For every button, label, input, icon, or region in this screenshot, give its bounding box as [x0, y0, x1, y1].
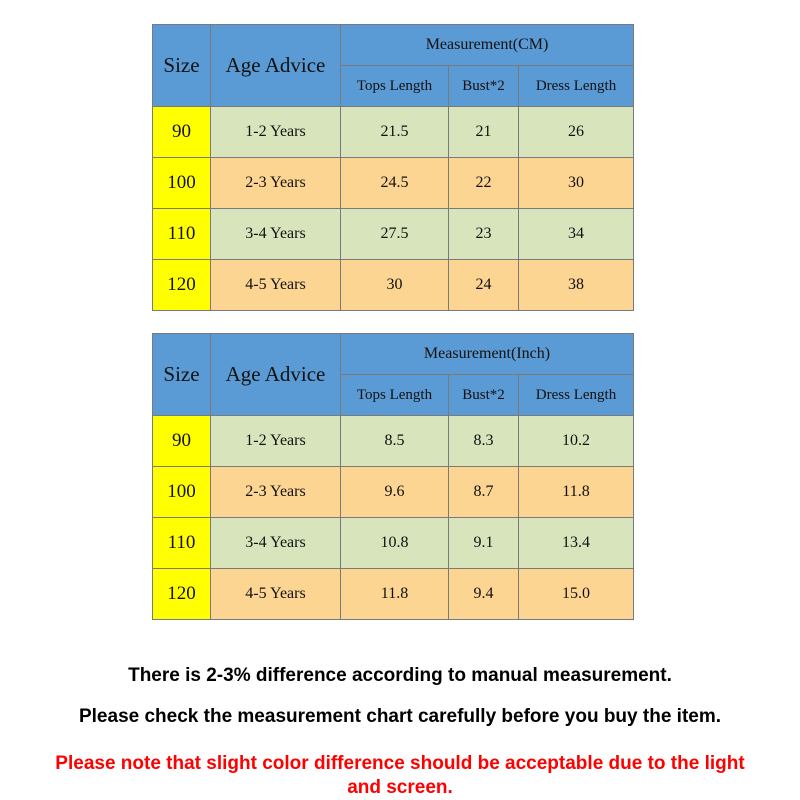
table-row: [153, 158, 634, 209]
bust-cell: 24: [449, 260, 519, 311]
age-cell: 1-2 Years: [211, 107, 341, 158]
age-cell: 3-4 Years: [211, 518, 341, 569]
header-size: Size: [153, 334, 211, 416]
header-tops-length: Tops Length: [341, 66, 449, 107]
dress-length-cell: 13.4: [519, 518, 634, 569]
table-row: [153, 518, 634, 569]
tops-length-cell: 11.8: [341, 569, 449, 620]
tops-length-cell: 8.5: [341, 416, 449, 467]
size-cell: 100: [153, 467, 211, 518]
size-cell: 110: [153, 209, 211, 260]
header-dress-length: Dress Length: [519, 66, 634, 107]
header-measurement: Measurement(CM): [341, 25, 634, 66]
header-bust: Bust*2: [449, 66, 519, 107]
table-row: [153, 209, 634, 260]
dress-length-cell: 26: [519, 107, 634, 158]
table-row: [153, 260, 634, 311]
size-chart-inch: [152, 333, 634, 620]
header-measurement: Measurement(Inch): [341, 334, 634, 375]
dress-length-cell: 30: [519, 158, 634, 209]
size-chart-cm: [152, 24, 634, 311]
header-age-advice: Age Advice: [211, 334, 341, 416]
bust-cell: 23: [449, 209, 519, 260]
dress-length-cell: 15.0: [519, 569, 634, 620]
dress-length-cell: 34: [519, 209, 634, 260]
age-cell: 4-5 Years: [211, 569, 341, 620]
tops-length-cell: 10.8: [341, 518, 449, 569]
header-age-advice: Age Advice: [211, 25, 341, 107]
tops-length-cell: 30: [341, 260, 449, 311]
tops-length-cell: 24.5: [341, 158, 449, 209]
age-cell: 4-5 Years: [211, 260, 341, 311]
size-cell: 90: [153, 416, 211, 467]
table-row: [153, 416, 634, 467]
dress-length-cell: 11.8: [519, 467, 634, 518]
header-dress-length: Dress Length: [519, 375, 634, 416]
bust-cell: 8.3: [449, 416, 519, 467]
bust-cell: 9.1: [449, 518, 519, 569]
header-bust: Bust*2: [449, 375, 519, 416]
age-cell: 2-3 Years: [211, 158, 341, 209]
size-cell: 110: [153, 518, 211, 569]
size-cell: 100: [153, 158, 211, 209]
color-difference-note: Please note that slight color difference should be acceptable due to the light and screen.: [55, 753, 745, 798]
dress-length-cell: 38: [519, 260, 634, 311]
size-cell: 90: [153, 107, 211, 158]
table-row: [153, 569, 634, 620]
table-row: [153, 107, 634, 158]
bust-cell: 9.4: [449, 569, 519, 620]
bust-cell: 21: [449, 107, 519, 158]
size-cell: 120: [153, 260, 211, 311]
bust-cell: 8.7: [449, 467, 519, 518]
bust-cell: 22: [449, 158, 519, 209]
tops-length-cell: 27.5: [341, 209, 449, 260]
dress-length-cell: 10.2: [519, 416, 634, 467]
header-tops-length: Tops Length: [341, 375, 449, 416]
age-cell: 1-2 Years: [211, 416, 341, 467]
size-cell: 120: [153, 569, 211, 620]
header-size: Size: [153, 25, 211, 107]
tops-length-cell: 21.5: [341, 107, 449, 158]
table-row: [153, 467, 634, 518]
measurement-difference-note: There is 2-3% difference according to manual measurement.: [128, 665, 672, 686]
age-cell: 2-3 Years: [211, 467, 341, 518]
check-chart-note: Please check the measurement chart carefully before you buy the item.: [78, 706, 722, 727]
tops-length-cell: 9.6: [341, 467, 449, 518]
age-cell: 3-4 Years: [211, 209, 341, 260]
